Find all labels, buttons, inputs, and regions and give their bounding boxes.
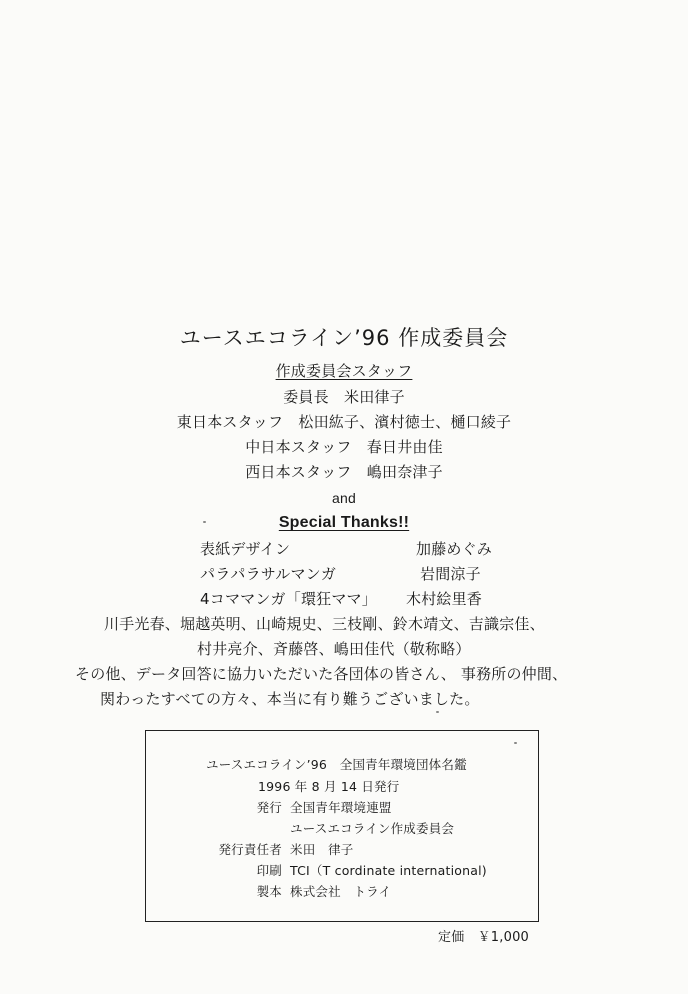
- colophon-binder-label: 製本: [256, 884, 282, 899]
- scan-speck: [203, 521, 206, 523]
- thanks-names-line-2: 村井亮介、斉藤啓、嶋田佳代（敬称略）: [197, 640, 471, 658]
- east-japan-staff: 東日本スタッフ 松田紘子、濱村徳士、樋口綾子: [176, 413, 512, 431]
- credit-name: 加藤めぐみ: [416, 540, 493, 558]
- colophon-editor-label: 発行責任者: [218, 842, 282, 857]
- committee-chair: 委員長 米田律子: [283, 388, 405, 406]
- closing-line-2: 関わったすべての方々、本当に有り難うございました。: [100, 690, 480, 708]
- colophon-date: 1996 年 8 月 14 日発行: [258, 779, 400, 794]
- closing-line-1: その他、データ回答に協力いただいた各団体の皆さん、 事務所の仲間、: [75, 665, 568, 683]
- colophon-editor: 米田 律子: [290, 842, 354, 857]
- colophon-publisher-2: ユースエコライン作成委員会: [290, 821, 455, 836]
- colophon-publisher-1: 全国青年環境連盟: [290, 800, 392, 815]
- staff-heading: 作成委員会スタッフ: [275, 362, 413, 380]
- scan-speck: [436, 711, 439, 713]
- colophon-book-title: ユースエコライン’96 全国青年環境団体名鑑: [206, 757, 467, 772]
- price-label: 定価 ￥1,000: [438, 930, 530, 945]
- credit-role: 4コママンガ「環狂ママ」: [200, 590, 377, 608]
- central-japan-staff: 中日本スタッフ 春日井由佳: [245, 438, 443, 456]
- credit-name: 岩間涼子: [420, 565, 481, 583]
- credit-name: 木村絵里香: [406, 590, 483, 608]
- colophon-publisher-label: 発行: [256, 800, 282, 815]
- thanks-names-line-1: 川手光春、堀越英明、山崎規史、三枝剛、鈴木靖文、吉識宗佳、: [104, 615, 545, 633]
- west-japan-staff: 西日本スタッフ 嶋田奈津子: [245, 463, 443, 481]
- colophon-printer-label: 印刷: [256, 863, 282, 878]
- committee-title: ユースエコライン’96 作成委員会: [179, 326, 509, 350]
- credit-role: 表紙デザイン: [200, 540, 291, 558]
- scan-speck: [514, 742, 517, 744]
- colophon-binder: 株式会社 トライ: [290, 884, 392, 899]
- and-text: and: [332, 490, 356, 506]
- colophon-printer: TCI（T cordinate international): [290, 863, 487, 878]
- special-thanks-heading: Special Thanks!!: [278, 514, 410, 531]
- credit-role: パラパラサルマンガ: [200, 565, 337, 583]
